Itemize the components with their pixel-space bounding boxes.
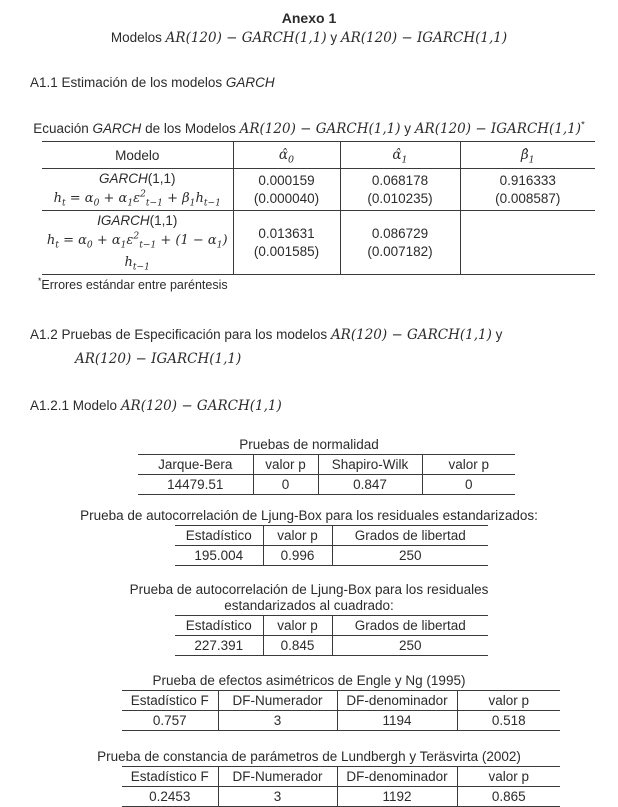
table-row: [122, 711, 560, 731]
stat-value: 0: [422, 475, 515, 495]
estimate-cell: [460, 169, 595, 211]
test-title-line: estandarizados al cuadrado:: [224, 598, 394, 613]
test-title: Pruebas de normalidad: [239, 437, 379, 452]
model-formula: $h_t = \alpha_0 + \alpha_1\varepsilon^2_{t-1} + (1 - \alpha_1)$ $h_{t-1}$: [46, 231, 228, 273]
table-row: [122, 787, 560, 807]
test-block-normality: [0, 437, 618, 495]
ljungbox-squared-test-table: [175, 615, 488, 656]
col-header: valor p: [457, 767, 560, 787]
col-header: valor p: [263, 616, 332, 636]
table-row: [175, 546, 488, 566]
coefficient-value: 0.916333: [499, 172, 556, 188]
model-name: GARCH(1,1): [98, 171, 176, 186]
test-title: Prueba de constancia de parámetros de Lundbergh y Teräsvirta (2002): [97, 749, 521, 764]
ljungbox-test-table: [175, 525, 488, 566]
col-header: Jarque-Bera: [138, 455, 253, 475]
standard-error: (0.007182): [367, 243, 433, 259]
estimate-cell: [233, 211, 340, 275]
test-title-line: Prueba de autocorrelación de Ljung-Box para los residuales: [129, 582, 489, 597]
col-header: Grados de libertad: [332, 526, 488, 546]
stat-value: 0.757: [152, 713, 187, 728]
col-header: Estadístico F: [122, 691, 218, 711]
garch-col-header-alpha0: $\alphâ_0$: [233, 142, 340, 169]
garch-col-header-modelo: Modelo: [42, 142, 233, 169]
test-block-ljungbox-squared: [0, 582, 618, 656]
stat-value: 0.865: [457, 787, 560, 807]
test-title: [0, 582, 618, 614]
standard-error: (0.001585): [253, 243, 320, 259]
stat-value: 1194: [337, 711, 457, 731]
model-formula: $h_t = \alpha_0 + \alpha_1\varepsilon^2_{t-1} + \beta_1h_{t-1}$: [53, 189, 221, 209]
stat-value: 250: [332, 636, 488, 656]
table-row-igarch: [42, 211, 595, 275]
test-title: Prueba de efectos asimétricos de Engle y Ng (1995): [152, 673, 466, 688]
heading-line: A1.2 Pruebas de Especificación para los modelos AR(120) − GARCH(1,1) y: [30, 327, 503, 343]
stat-value: 227.391: [194, 638, 244, 653]
table-header-row: [122, 767, 560, 787]
table-footnote: *Errores estándar entre paréntesis: [38, 275, 228, 292]
stat-value: 3: [218, 711, 337, 731]
table-row: [138, 475, 515, 495]
col-header: valor p: [263, 526, 332, 546]
stat-value: 3: [218, 787, 337, 807]
model-cell-igarch: [42, 211, 233, 275]
page-title: Anexo 1: [281, 10, 337, 26]
col-header: Estadístico F: [122, 767, 218, 787]
model-cell-garch: [42, 169, 233, 211]
test-block-engle-ng: [0, 673, 618, 731]
engle-ng-test-table: [122, 690, 560, 731]
stat-value: 0.518: [457, 711, 560, 731]
test-block-lundbergh-terasvirta: [0, 749, 618, 807]
table-header-row: [122, 691, 560, 711]
garch-estimation-table: [42, 141, 595, 275]
page-subtitle: Modelos AR(120) − GARCH(1,1) y AR(120) − IGARCH(1,1): [110, 30, 508, 46]
stat-value: 195.004: [194, 548, 244, 563]
estimate-cell: [233, 169, 340, 211]
test-block-ljungbox-residuals: [0, 508, 618, 566]
col-header: valor p: [422, 455, 515, 475]
stat-value: 250: [332, 546, 488, 566]
garch-table-header-row: [42, 142, 595, 169]
col-header: valor p: [457, 691, 560, 711]
heading-line: AR(120) − IGARCH(1,1): [75, 351, 242, 367]
col-header: DF-denominador: [337, 691, 457, 711]
stat-value: 0.2453: [149, 789, 191, 804]
coefficient-value: 0.013631: [258, 225, 315, 241]
col-header: valor p: [253, 455, 318, 475]
standard-error: (0.000040): [253, 190, 320, 206]
coefficient-value: 0.068178: [371, 172, 429, 188]
garch-col-header-alpha1: $\alphâ_1$: [340, 142, 460, 169]
normality-test-table: [138, 454, 515, 495]
coefficient-value: 0.086729: [371, 225, 429, 241]
stat-value: 0.845: [263, 636, 332, 656]
table-header-row: [175, 526, 488, 546]
standard-error: (0.008587): [495, 190, 561, 206]
col-header: DF-Numerador: [218, 767, 337, 787]
table-header-row: [138, 455, 515, 475]
lundbergh-test-table: [122, 766, 560, 807]
stat-value: 14479.51: [167, 477, 224, 492]
col-header: Estadístico: [175, 526, 263, 546]
garch-col-header-beta1: $\betâ_1$: [460, 142, 595, 169]
stat-value: 0.847: [318, 475, 422, 495]
col-header: DF-Numerador: [218, 691, 337, 711]
stat-value: 0: [253, 475, 318, 495]
test-title: Prueba de autocorrelación de Ljung-Box para los residuales estandarizados:: [80, 508, 538, 523]
standard-error: (0.010235): [367, 190, 433, 206]
col-header: Grados de libertad: [332, 616, 488, 636]
model-name: IGARCH(1,1): [97, 213, 178, 228]
table-header-row: [175, 616, 488, 636]
table-row-garch: [42, 169, 595, 211]
col-header: Shapiro-Wilk: [318, 455, 422, 475]
estimate-cell: [340, 169, 460, 211]
stat-value: 1192: [337, 787, 457, 807]
coefficient-value: 0.000159: [258, 172, 315, 188]
estimate-cell-empty: [460, 211, 595, 275]
estimate-cell: [340, 211, 460, 275]
stat-value: 0.996: [263, 546, 332, 566]
garch-table-caption: Ecuación GARCH de los Modelos AR(120) − GARCH(1,1) y AR(120) − IGARCH(1,1)*: [33, 119, 585, 137]
section-heading-a12: [30, 323, 618, 371]
section-heading-a11: A1.1 Estimación de los modelos GARCH: [30, 75, 275, 90]
col-header: Estadístico: [175, 616, 263, 636]
section-heading-a121: A1.2.1 Modelo AR(120) − GARCH(1,1): [30, 398, 282, 414]
col-header: DF-denominador: [337, 767, 457, 787]
table-row: [175, 636, 488, 656]
